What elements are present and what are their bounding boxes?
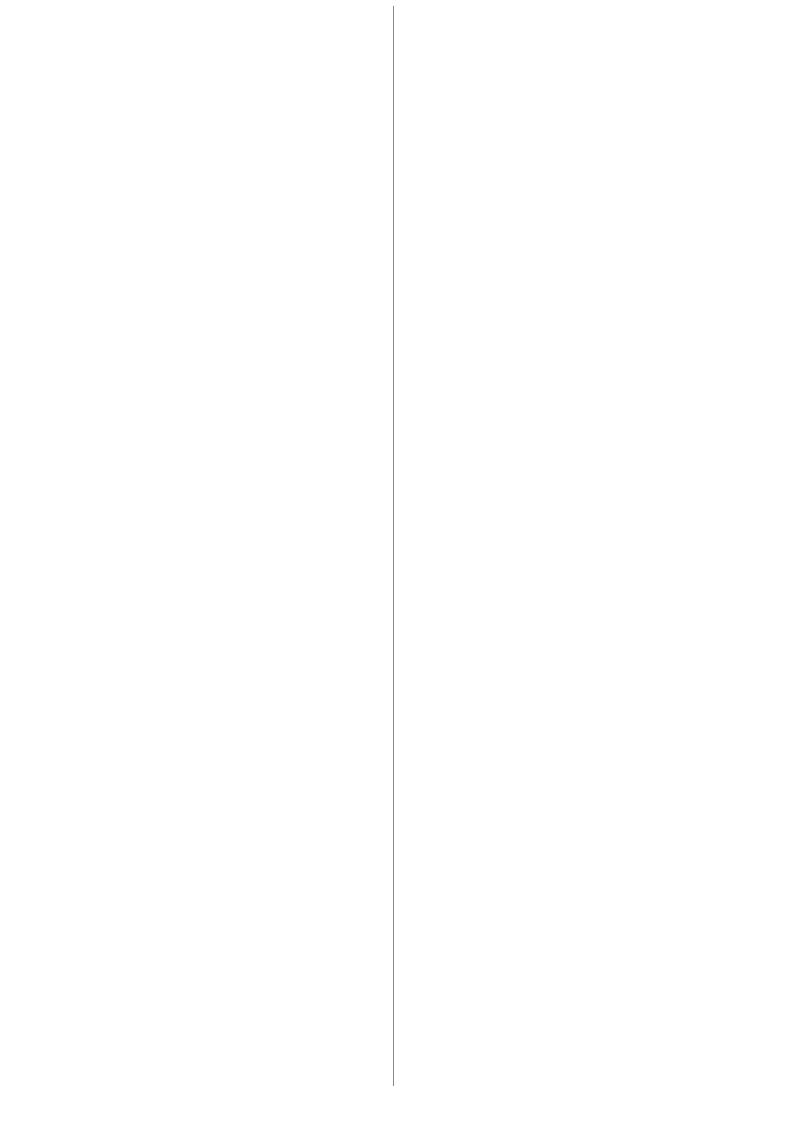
fee-info xyxy=(716,936,728,1116)
event-calendar xyxy=(8,6,394,1086)
facility-schedule xyxy=(458,6,788,1106)
